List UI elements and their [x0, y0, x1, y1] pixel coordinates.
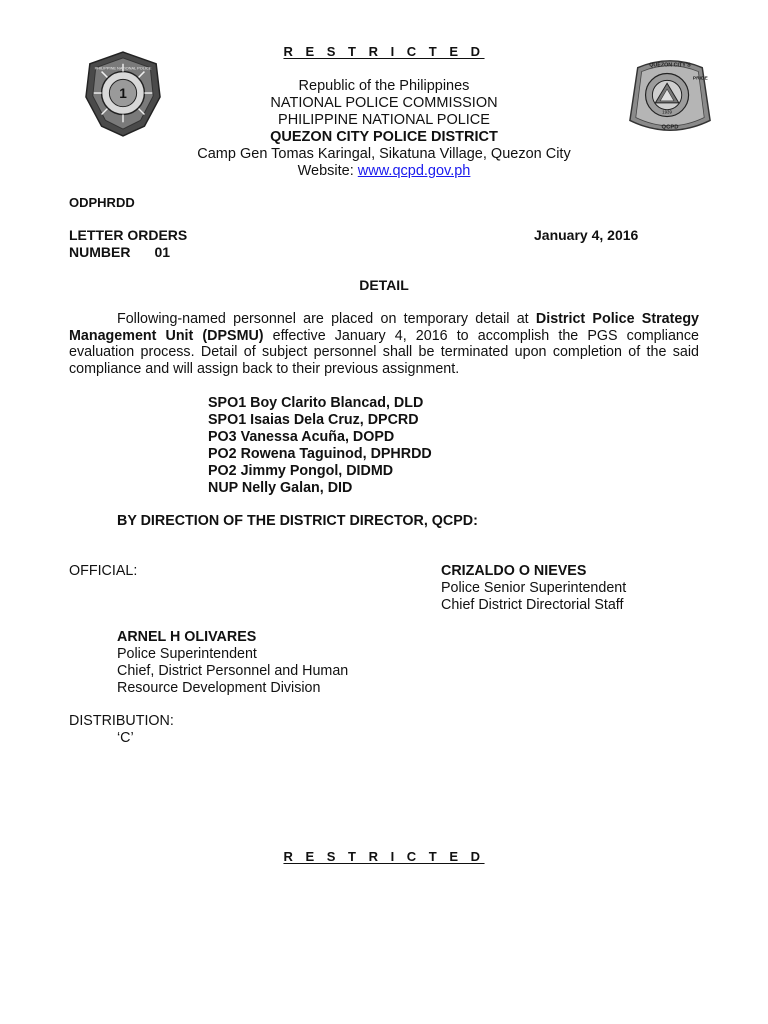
personnel-list	[208, 395, 432, 497]
qcpd-seal-year: 1939	[662, 109, 672, 115]
list-item: NUP Nelly Galan, DID	[208, 480, 353, 496]
header-line-napolcom: NATIONAL POLICE COMMISSION	[270, 95, 498, 111]
classification-top: R E S T R I C T E D	[283, 44, 485, 59]
list-item: PO3 Vanessa Acuña, DOPD	[208, 429, 395, 445]
order-number-label: NUMBER	[69, 244, 131, 260]
header-line-republic: Republic of the Philippines	[298, 78, 470, 94]
signatory-left-position-1: Chief, District Personnel and Human	[117, 663, 349, 679]
qcpd-seal-bottom-text: QCPD	[661, 124, 679, 131]
official-label: OFFICIAL:	[69, 563, 138, 579]
body-unit: District Police Strategy Management Unit (DPSMU)	[69, 311, 700, 344]
distribution	[69, 713, 174, 747]
order-date: January 4, 2016	[534, 227, 639, 243]
pnp-seal-text: PHILIPPINE NATIONAL POLICE	[94, 65, 152, 71]
classification-bottom: R E S T R I C T E D	[283, 849, 485, 864]
website-link[interactable]: www.qcpd.gov.ph	[357, 163, 471, 179]
header-website	[120, 163, 648, 180]
signatory-right	[441, 563, 626, 614]
subject-heading: DETAIL	[359, 277, 409, 293]
list-item: SPO1 Isaias Dela Cruz, DPCRD	[208, 412, 419, 428]
body-paragraph	[69, 311, 699, 377]
body-intro: Following-named personnel are placed on temporary detail at	[117, 311, 536, 327]
list-item: SPO1 Boy Clarito Blancad, DLD	[208, 395, 424, 411]
list-item: PO2 Jimmy Pongol, DIDMD	[208, 463, 394, 479]
qcpd-seal-top-text: QUEZON CITY'S	[649, 62, 691, 69]
website-label: Website:	[297, 163, 358, 179]
signatory-right-position: Chief District Directorial Staff	[441, 597, 624, 613]
direction-line: BY DIRECTION OF THE DISTRICT DIRECTOR, QCPD:	[117, 513, 478, 529]
header-line-qcpd: QUEZON CITY POLICE DISTRICT	[270, 129, 498, 145]
qcpd-seal-pride-text: PRIDE	[692, 76, 708, 82]
signatory-left-name: ARNEL H OLIVARES	[117, 629, 257, 645]
header-line-pnp: PHILIPPINE NATIONAL POLICE	[278, 112, 490, 128]
order-type: LETTER ORDERS	[69, 227, 188, 243]
signatory-right-rank: Police Senior Superintendent	[441, 580, 627, 596]
svg-text:1: 1	[119, 85, 127, 101]
order-number-value: 01	[154, 244, 171, 260]
signatory-left-position-2: Resource Development Division	[117, 680, 321, 696]
header-line-address: Camp Gen Tomas Karingal, Sikatuna Village, Quezon City	[197, 146, 571, 162]
body-rest: effective January 4, 2016 to accomplish the PGS compliance evaluation process. Detail of subject personnel shall be terminated upon completion of the said compliance and will assign back to their previous assignment.	[69, 327, 699, 377]
signatory-right-name: CRIZALDO O NIEVES	[441, 563, 587, 579]
signatory-left-rank: Police Superintendent	[117, 646, 257, 662]
order-number	[69, 244, 170, 260]
letterhead	[120, 78, 648, 180]
signatory-left	[117, 629, 348, 697]
distribution-label: DISTRIBUTION:	[69, 713, 174, 729]
list-item: PO2 Rowena Taguinod, DPHRDD	[208, 446, 432, 462]
office-code: ODPHRDD	[69, 195, 135, 210]
distribution-value: ‘C’	[117, 730, 134, 746]
